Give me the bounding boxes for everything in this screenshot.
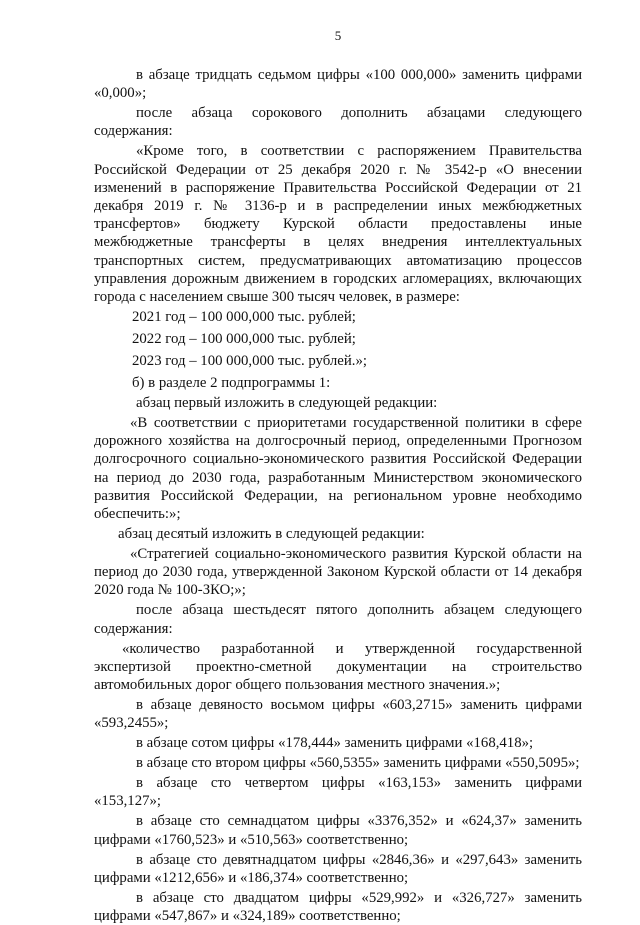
document-body — [94, 66, 582, 925]
paragraph-10: абзац десятый изложить в следующей редакции: — [118, 526, 425, 543]
paragraph-6: 2023 год – 100 000,000 тыс. рублей.»; — [132, 353, 367, 370]
paragraph-12: после абзаца шестьдесят пятого дополнить абзацем следующего содержания: — [94, 602, 582, 637]
paragraph-4: 2021 год – 100 000,000 тыс. рублей; — [132, 309, 356, 326]
paragraph-19: в абзаце сто девятнадцатом цифры «2846,36» и «297,643» заменить цифрами «1212,656» и «186,374» соответственно; — [94, 851, 582, 886]
paragraph-3: «Кроме того, в соответствии с распоряжением Правительства Российской Федерации от 25 декабря 2020 г. № 3542-р «О внесении изменений в распоряжение Правительства Российской Федерации от 21 декабря 2019 г. № 3136-р и в распределении иных межбюджетных трансфертов» бюджету Курской области предоставлены иные межбюджетные трансферты в целях внедрения интеллектуальных транспортных систем, предусматривающих автоматизацию процессов управления дорожным движением в городских агломерациях, включающих города с населением свыше 300 тысяч человек, в размере: — [94, 143, 582, 306]
paragraph-9: «В соответствии с приоритетами государственной политики в сфере дорожного хозяйства на долгосрочный период, определенными Прогнозом долгосрочного социально-экономического развития Российской Федерации на период до 2030 года, разработанным Министерством экономического развития Российской Федерации, на региональном уровне необходимо обеспечить:»; — [94, 415, 582, 523]
paragraph-1: в абзаце тридцать седьмом цифры «100 000,000» заменить цифрами «0,000»; — [94, 67, 582, 102]
paragraph-15: в абзаце сотом цифры «178,444» заменить цифрами «168,418»; — [136, 735, 534, 752]
paragraph-7: б) в разделе 2 подпрограммы 1: — [132, 375, 331, 392]
paragraph-8: абзац первый изложить в следующей редакции: — [136, 395, 438, 412]
paragraph-20: в абзаце сто двадцатом цифры «529,992» и «326,727» заменить цифрами «547,867» и «324,189» соответственно; — [94, 889, 582, 925]
paragraph-13: «количество разработанной и утвержденной государственной экспертизой проектно-сметной документации на строительство автомобильных дорог общего пользования местного значения.»; — [94, 640, 582, 694]
paragraph-17: в абзаце сто четвертом цифры «163,153» заменить цифрами «153,127»; — [94, 775, 582, 810]
paragraph-14: в абзаце девяносто восьмом цифры «603,2715» заменить цифрами «593,2455»; — [94, 697, 582, 732]
paragraph-16: в абзаце сто втором цифры «560,5355» заменить цифрами «550,5095»; — [136, 755, 580, 772]
paragraph-2: после абзаца сорокового дополнить абзацами следующего содержания: — [94, 105, 582, 140]
paragraph-5: 2022 год – 100 000,000 тыс. рублей; — [132, 331, 356, 348]
page-number: 5 — [334, 28, 342, 43]
paragraph-18: в абзаце сто семнадцатом цифры «3376,352» и «624,37» заменить цифрами «1760,523» и «510,563» соответственно; — [94, 813, 582, 848]
paragraph-11: «Стратегией социально-экономического развития Курской области на период до 2030 года, утвержденной Законом Курской области от 14 декабря 2020 года № 100-ЗКО;»; — [94, 546, 582, 599]
